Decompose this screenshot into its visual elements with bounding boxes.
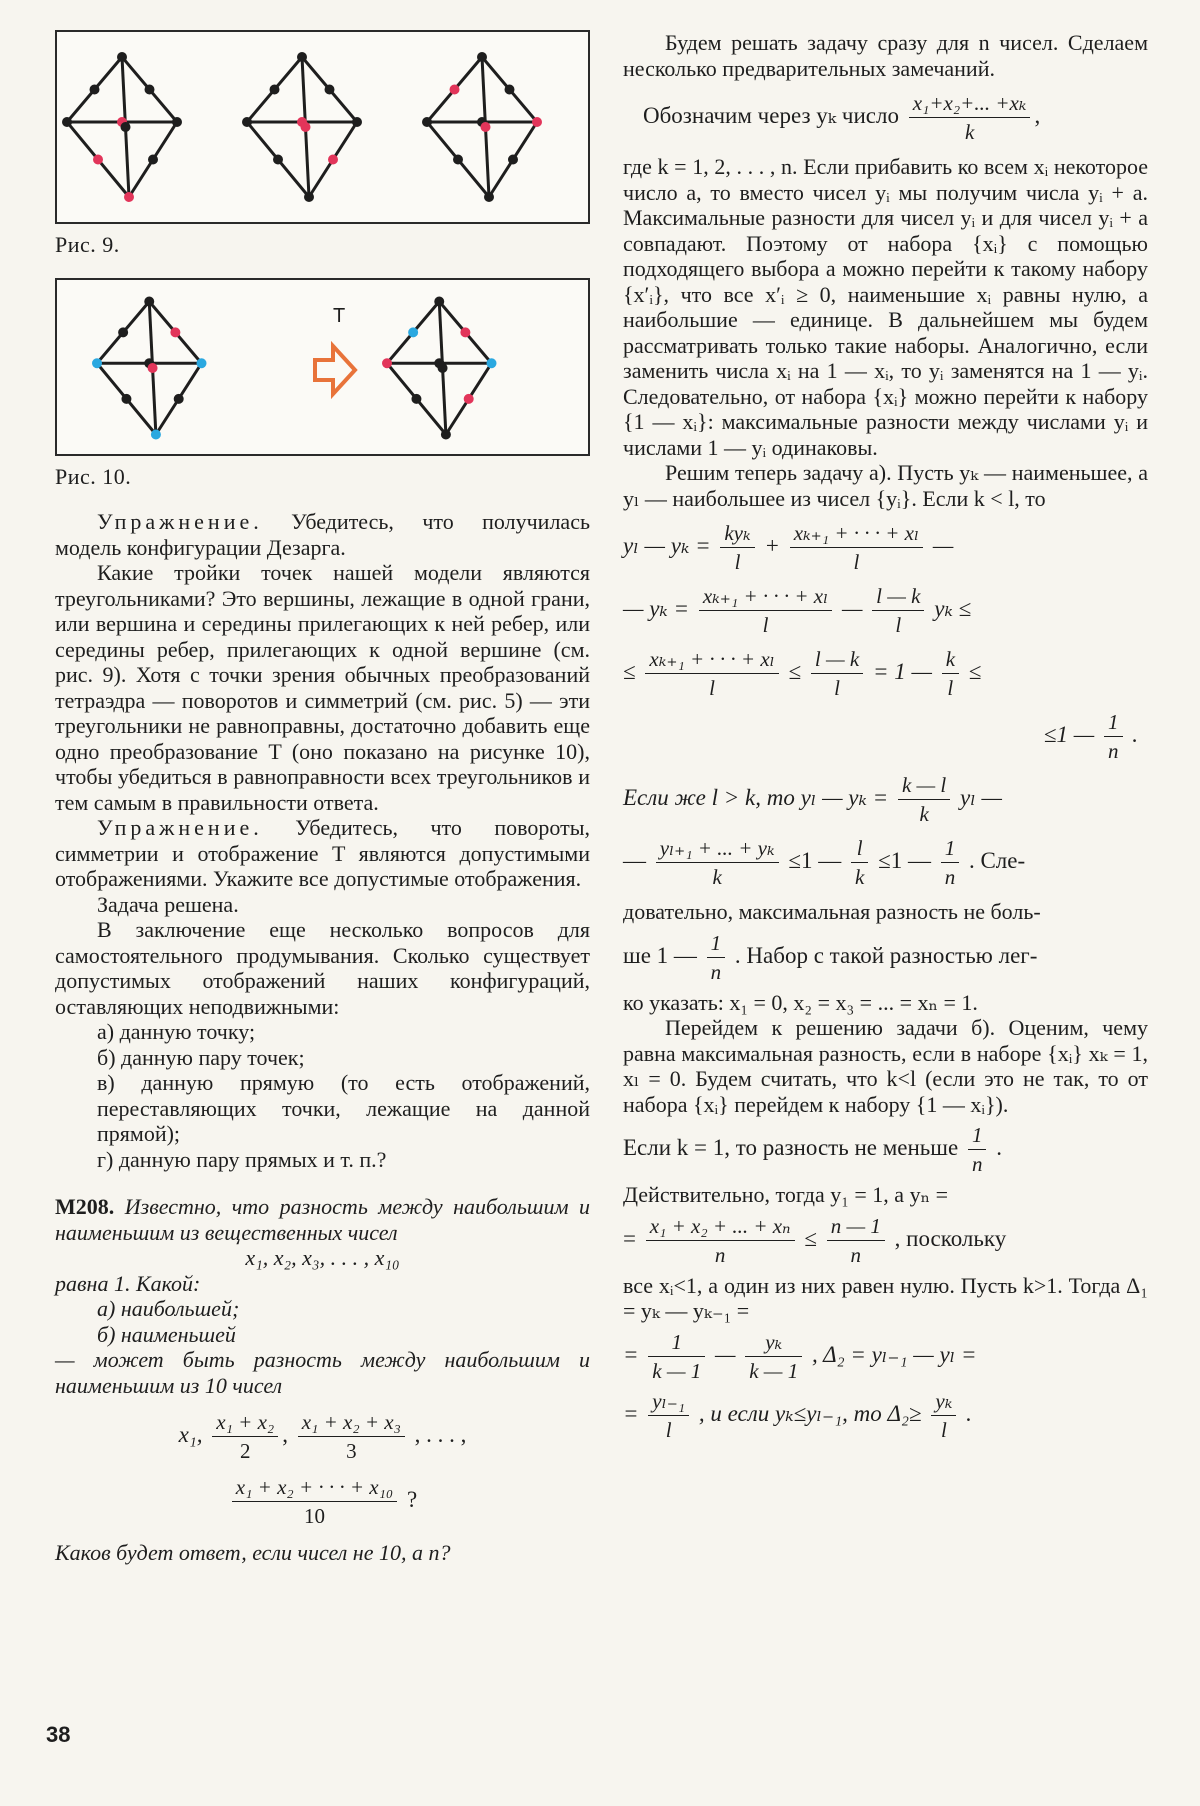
point <box>144 296 154 306</box>
fraction: $\frac{\text{x₁ + x₂ + x₃}}{3}$ <box>298 1410 405 1463</box>
point <box>434 296 444 306</box>
point <box>411 393 421 403</box>
point <box>92 358 102 368</box>
point <box>121 393 131 403</box>
exercise-2 <box>55 815 590 892</box>
point <box>174 393 184 403</box>
problem-last-line: Каков будет ответ, если чисел не 10, а n? <box>55 1540 451 1565</box>
seq-dots: , . . . , <box>414 1421 467 1447</box>
point <box>242 117 252 127</box>
point <box>90 85 100 95</box>
list-item: в) данную прямую (то есть отображений, переставляющих точки, лежащие на данной прямой); <box>97 1070 590 1146</box>
equation-deltas: = $\frac{1}{k — 1}$ — $\frac{\text{yₖ}}{k — 1}$ , Δ₂ = yₗ₋₁ — yₗ = <box>623 1329 977 1383</box>
point <box>328 155 338 165</box>
point <box>148 363 158 373</box>
problem-statement <box>55 1194 590 1245</box>
problem-text: Известно, что разность между наибольшим и наименьшим из вещественных чисел <box>55 1194 590 1245</box>
point <box>352 117 362 127</box>
paragraph-solve-a: Решим теперь задачу а). Пусть yₖ — наименьшее, а yₗ — наибольшее из чисел {yᵢ}. Если k < l, то <box>623 460 1148 511</box>
problem-text-2: равна 1. Какой: <box>55 1270 201 1296</box>
point <box>62 117 72 127</box>
point <box>118 327 128 337</box>
case-l-greater-k: Если же l > k, то yₗ — yₖ = $\frac{k — l}{k}$ yₗ — <box>623 773 1003 826</box>
text-line: ко указать: x₁ = 0, x₂ = x₃ = ... = xₙ = 1. <box>623 989 978 1015</box>
point <box>93 155 103 165</box>
point <box>438 363 448 373</box>
figure-10 <box>55 278 590 456</box>
exercise-text: Убедитесь, что получилась модель конфигурации Дезарга. <box>55 509 590 560</box>
point <box>170 327 180 337</box>
point <box>481 122 491 132</box>
bound-line: ше 1 — $\frac{1}{n}$ . Набор с такой разностью лег- <box>623 930 1038 984</box>
figure-9 <box>55 30 590 224</box>
point <box>382 358 392 368</box>
left-column <box>55 30 590 1566</box>
equation-delta2: = $\frac{\text{yₗ₋₁}}{l}$ , и если yₖ≤yₗ₋₁, то Δ₂≥ $\frac{\text{yₖ}}{l}$ . <box>623 1388 972 1442</box>
question-list <box>55 1019 590 1172</box>
paragraph-intro: Будем решать задачу сразу для n чисел. Сделаем несколько предварительных замечаний. <box>623 30 1148 81</box>
equation-1: yₗ — yₖ = $\frac{\text{kyₖ}}{l}$ + $\frac{\text{xₖ₊₁ + · · · + xₗ}}{l}$ — <box>623 521 954 574</box>
figure-10-caption: Рис. 10. <box>55 463 132 489</box>
point <box>121 122 131 132</box>
fraction: $\frac{\text{x₁+x₂+... +xₖ}}{k}$ <box>909 91 1031 144</box>
point <box>505 85 515 95</box>
point <box>408 327 418 337</box>
exercise-1 <box>55 509 590 560</box>
point <box>301 122 311 132</box>
question-mark: ? <box>406 1486 418 1512</box>
point <box>487 358 497 368</box>
paragraph-solved: Задача решена. <box>97 891 239 917</box>
exercise-label: Упражнение. <box>97 509 263 534</box>
point <box>297 52 307 62</box>
list-item: а) данную точку; <box>97 1019 256 1044</box>
point <box>508 155 518 165</box>
point <box>477 52 487 62</box>
case-l-greater-k-2: — $\frac{\text{yₗ₊₁ + ... + yₖ}}{k}$ ≤1 — $\frac{l}{k}$ ≤1 — $\frac{1}{n}$ . Сле- <box>623 836 1026 889</box>
point <box>145 85 155 95</box>
paragraph-questions: В заключение еще несколько вопросов для самостоятельного продумывания. Сколько существует допустимых отображений наших конфигураций, оставляющих неподвижными: <box>55 917 590 1019</box>
case-k-1: Если k = 1, то разность не меньше $\frac{1}{n}$ . <box>623 1123 1002 1176</box>
point <box>197 358 207 368</box>
point <box>453 155 463 165</box>
list-item: г) данную пару прямых и т. п.? <box>97 1146 387 1172</box>
point <box>441 429 451 439</box>
point <box>325 85 335 95</box>
point <box>270 85 280 95</box>
problem-text-3: — может быть разность между наибольшим и наименьшим из 10 чисел <box>55 1347 590 1398</box>
figure-9-drawing <box>57 32 588 222</box>
paragraph-remarks: где k = 1, 2, . . . , n. Если прибавить ко всем xᵢ некоторое число a, то вместо чисел yᵢ мы получим числа yᵢ + a. Максимальные разности для чисел yᵢ и для чисел yᵢ + a совпадают. Поэтому от набора {xᵢ} с помощью подходящего выбора a можно перейти к такому набору {x′ᵢ}, что все x′ᵢ ≥ 0, наименьшие xᵢ равны нулю, а наибольшие — единице. В дальнейшем мы будем рассматривать только такие наборы. Аналогично, если заменить числа xᵢ на 1 — xᵢ, то yᵢ заменятся на 1 — yᵢ. Следовательно, от набора {xᵢ} можно перейти к набору {1 — xᵢ}: максимальные разности между числами yᵢ и числами 1 — yᵢ одинаковы. <box>623 154 1148 460</box>
equation-yn: = $\frac{\text{x₁ + x₂ + ... + xₙ}}{n}$ ≤ $\frac{n — 1}{n}$ , поскольку <box>623 1213 1007 1267</box>
point <box>422 117 432 127</box>
paragraph-solve-b: Перейдем к решению задачи б). Оценим, чему равна максимальная разность, если в наборе {xᵢ} xₖ = 1, xₗ = 0. Будем считать, что k<l (если это не так, то от набора {xᵢ} перейдем к набору {1 — xᵢ}). <box>623 1015 1148 1117</box>
point <box>124 192 134 202</box>
figure-9-caption: Рис. 9. <box>55 232 120 257</box>
point <box>464 393 474 403</box>
point <box>450 85 460 95</box>
point <box>484 192 494 202</box>
problem-sequence: x₁, x₂, x₃, . . . , x₁₀ <box>245 1245 400 1270</box>
point <box>148 155 158 165</box>
paragraph-triangles: Какие тройки точек нашей модели являются треугольниками? Это вершины, лежащие в одной грани, или вершина и середины прилегающих к ней ребер, или середины ребер, прилегающих к одной вершине (см. рис. 9). Хотя с точки зрения обычных преобразований тетраэдра — поворотов и симметрий (см. рис. 5) — эти треугольники не равноправны, достаточно добавить еще одно преобразование T (оно показано на рисунке 10), чтобы убедиться в равноправности всех треугольников и тем самым в правильности ответа. <box>55 560 590 815</box>
fraction: $\frac{\text{x₁ + x₂ + · · · + x₁₀}}{10}$ <box>232 1475 397 1528</box>
point <box>273 155 283 165</box>
problem-m208 <box>55 1194 590 1566</box>
transform-arrow-icon <box>315 346 355 394</box>
point <box>304 192 314 202</box>
text-line: Действительно, тогда y₁ = 1, а yₙ = <box>623 1182 948 1207</box>
text: Обозначим через yₖ число <box>643 102 899 128</box>
text-line: все xᵢ<1, а один из них равен нулю. Пусть k>1. Тогда Δ₁ = yₖ — yₖ₋₁ = <box>623 1272 1148 1323</box>
seq-first: x₁, <box>178 1421 203 1447</box>
transform-label: T <box>333 304 346 327</box>
exercise-label: Упражнение. <box>97 815 263 840</box>
figure-10-drawing <box>57 280 588 454</box>
equation-4: ≤1 — $\frac{1}{n}$ . <box>1043 710 1138 763</box>
means-sequence: x₁, $\frac{\text{x₁ + x₂}}{2}$ , $\frac{\text{x₁ + x₂ + x₃}}{3}$ , . . . , <box>178 1410 467 1463</box>
point <box>532 117 542 127</box>
page-number: 38 <box>46 1722 71 1747</box>
exercise-text: Убедитесь, что повороты, симметрии и отображение T являются допустимыми отображениями. Укажите все допустимые отображения. <box>55 815 590 891</box>
equation-2: — yₖ = $\frac{\text{xₖ₊₁ + · · · + xₗ}}{l}$ — $\frac{l — k}{l}$ yₖ ≤ <box>623 584 972 637</box>
list-item: б) данную пару точек; <box>97 1044 305 1070</box>
right-column <box>623 30 1148 1448</box>
text-line: довательно, максимальная разность не боль- <box>623 899 1041 924</box>
point <box>117 52 127 62</box>
problem-id: М208. <box>55 1194 115 1219</box>
list-item: б) наименьшей <box>97 1321 236 1347</box>
definition-yk: Обозначим через yₖ число $\frac{\text{x₁+x₂+... +xₖ}}{k}$ , <box>643 91 1041 144</box>
means-last <box>55 1475 590 1528</box>
fraction: $\frac{\text{x₁ + x₂}}{2}$ <box>212 1410 278 1463</box>
point <box>460 327 470 337</box>
list-item: а) наибольшей; <box>97 1296 240 1321</box>
point <box>151 429 161 439</box>
point <box>172 117 182 127</box>
equation-3: ≤ $\frac{\text{xₖ₊₁ + · · · + xₗ}}{l}$ ≤ $\frac{l — k}{l}$ = 1 — $\frac{k}{l}$ ≤ <box>623 647 982 700</box>
